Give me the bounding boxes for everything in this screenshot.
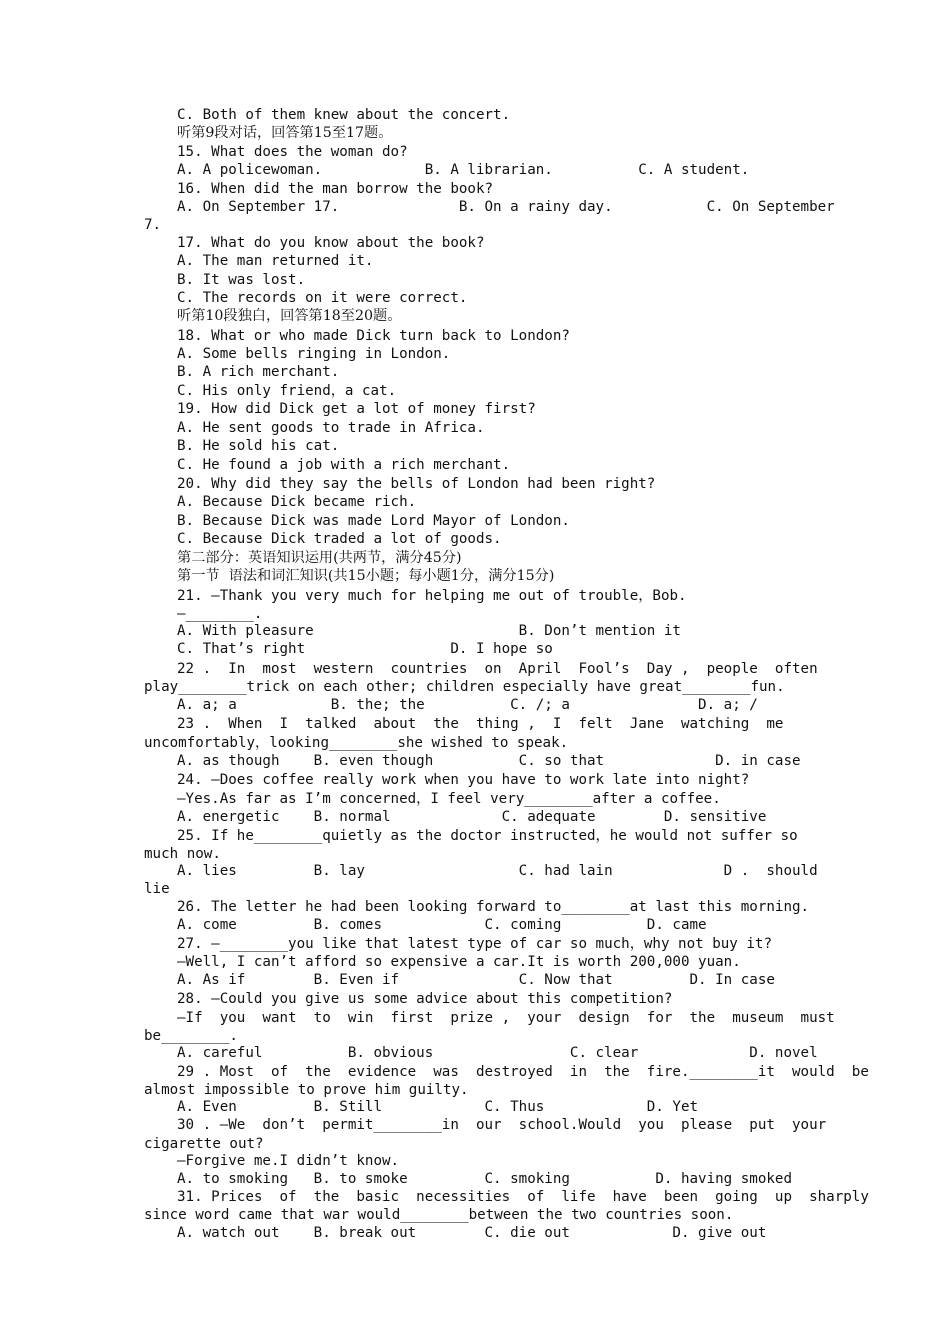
text-line: A. A policewoman. B. A librarian. C. A student. — [177, 162, 750, 178]
text-line: 7. — [144, 217, 162, 233]
text-line: 30 . —We don’t permit________in our school.Would you please put your — [177, 1117, 827, 1133]
text-line: 听第9段对话，回答第15至17题。 — [177, 125, 393, 141]
text-line: 听第10段独白，回答第18至20题。 — [177, 308, 402, 324]
text-line: C. His only friend，a cat. — [177, 383, 397, 399]
text-line: cigarette out? — [144, 1136, 264, 1152]
text-line: 17. What do you know about the book? — [177, 235, 485, 251]
text-line: C. The records on it were correct. — [177, 290, 468, 306]
text-line: —Forgive me.I didn’t know. — [177, 1153, 400, 1169]
text-line: A. As if B. Even if C. Now that D. In case — [177, 972, 775, 988]
text-line: A. energetic B. normal C. adequate D. sensitive — [177, 809, 767, 825]
text-line: A. to smoking B. to smoke C. smoking D. having smoked — [177, 1171, 792, 1187]
text-line: almost impossible to prove him guilty. — [144, 1082, 469, 1098]
text-line: B. A rich merchant. — [177, 364, 340, 380]
text-line: 27. —________you like that latest type of car so much，why not buy it? — [177, 936, 773, 952]
text-line: —Yes.As far as I’m concerned，I feel very________after a coffee. — [177, 791, 721, 807]
text-line: A. Because Dick became rich. — [177, 494, 417, 510]
text-line: 19. How did Dick get a lot of money first? — [177, 401, 536, 417]
text-line: play________trick on each other; children especially have great________fun. — [144, 679, 785, 695]
text-line: 20. Why did they say the bells of London had been right? — [177, 476, 656, 492]
text-line: C. Because Dick traded a lot of goods. — [177, 531, 502, 547]
text-line: C. He found a job with a rich merchant. — [177, 457, 511, 473]
text-line: —If you want to win first prize , your design for the museum must — [177, 1010, 835, 1026]
text-line: 26. The letter he had been looking forward to________at last this morning. — [177, 899, 810, 915]
text-line: A. Some bells ringing in London. — [177, 346, 451, 362]
text-line: B. He sold his cat. — [177, 438, 340, 454]
text-line: 25. If he________quietly as the doctor instructed，he would not suffer so — [177, 828, 798, 844]
text-line: B. Because Dick was made Lord Mayor of London. — [177, 513, 570, 529]
text-line: A. With pleasure B. Don’t mention it — [177, 623, 681, 639]
text-line: A. lies B. lay C. had lain D . should — [177, 863, 818, 879]
text-line: —________. — [177, 606, 263, 622]
text-line: B. It was lost. — [177, 272, 306, 288]
text-line: 16. When did the man borrow the book? — [177, 181, 494, 197]
text-line: C. That’s right D. I hope so — [177, 641, 553, 657]
text-line: be________. — [144, 1028, 238, 1044]
text-line: lie — [144, 881, 170, 897]
text-line: 31. Prices of the basic necessities of life have been going up sharply — [177, 1189, 869, 1205]
text-line: 22 . In most western countries on April Fool’s Day , people often — [177, 661, 818, 677]
text-line: C. Both of them knew about the concert. — [177, 107, 511, 123]
text-line: A. watch out B. break out C. die out D. give out — [177, 1225, 767, 1241]
text-line: 第二部分：英语知识运用(共两节，满分45分) — [177, 550, 462, 566]
text-line: 23 . When I talked about the thing , I felt Jane watching me — [177, 716, 784, 732]
text-line: 第一节 语法和词汇知识(共15小题；每小题1分，满分15分) — [177, 568, 555, 584]
text-line: 21. —Thank you very much for helping me out of trouble，Bob. — [177, 588, 687, 604]
text-line: uncomfortably，looking________she wished to speak. — [144, 735, 569, 751]
text-line: A. On September 17. B. On a rainy day. C. On September — [177, 199, 835, 215]
text-line: 18. What or who made Dick turn back to London? — [177, 328, 570, 344]
text-line: A. a; a B. the; the C. /; a D. a; / — [177, 697, 758, 713]
text-line: A. come B. comes C. coming D. came — [177, 917, 707, 933]
text-line: 15. What does the woman do? — [177, 144, 408, 160]
text-line: 29 . Most of the evidence was destroyed in the fire.________it would be — [177, 1064, 869, 1080]
text-line: A. He sent goods to trade in Africa. — [177, 420, 485, 436]
text-line: since word came that war would________between the two countries soon. — [144, 1207, 734, 1223]
text-line: —Well, I can’t afford so expensive a car.It is worth 200,000 yuan. — [177, 954, 741, 970]
text-line: A. careful B. obvious C. clear D. novel — [177, 1045, 818, 1061]
text-line: A. as though B. even though C. so that D. in case — [177, 753, 801, 769]
text-line: much now. — [144, 846, 221, 862]
text-line: A. The man returned it. — [177, 253, 374, 269]
text-line: 24. —Does coffee really work when you have to work late into night? — [177, 772, 750, 788]
text-line: 28. —Could you give us some advice about this competition? — [177, 991, 673, 1007]
text-line: A. Even B. Still C. Thus D. Yet — [177, 1099, 699, 1115]
